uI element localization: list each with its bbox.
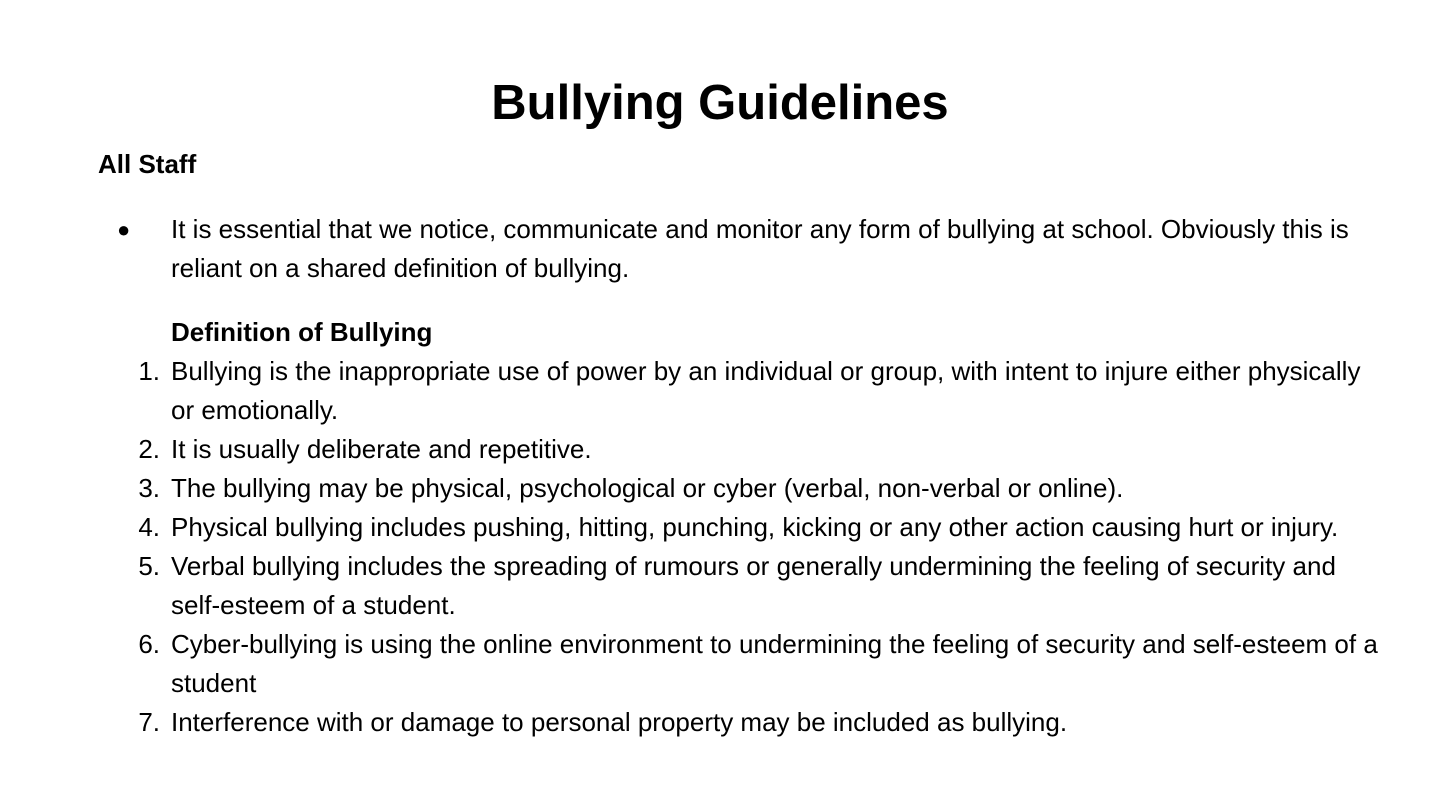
definition-item: [0, 352, 1440, 430]
definition-item-text: Verbal bullying includes the spreading of rumours or generally undermining the feeling of security and self-esteem of a student.: [171, 551, 1336, 620]
definition-item-number: 5.: [138, 551, 160, 581]
definition-item: [0, 508, 1440, 547]
page-title: Bullying Guidelines: [491, 76, 949, 130]
definition-item-text: The bullying may be physical, psychological or cyber (verbal, non-verbal or online).: [171, 473, 1124, 503]
definition-item-text: Physical bullying includes pushing, hitting, punching, kicking or any other action causing hurt or injury.: [171, 512, 1339, 542]
definition-item-text: Bullying is the inappropriate use of power by an individual or group, with intent to injure either physically or emotionally.: [171, 356, 1361, 425]
definition-item: [0, 430, 1440, 469]
definition-item: [0, 625, 1440, 703]
definition-item: [0, 703, 1440, 742]
bullet-item: [0, 210, 1440, 288]
definition-item-number: 1.: [138, 356, 160, 386]
section-heading-all-staff: All Staff: [98, 149, 197, 179]
definition-list: [0, 352, 1440, 742]
definition-item-number: 3.: [138, 473, 160, 503]
definition-item: [0, 547, 1440, 625]
definition-item-text: Interference with or damage to personal property may be included as bullying.: [171, 707, 1068, 737]
definition-item-number: 7.: [138, 707, 160, 737]
definition-item-text: Cyber-bullying is using the online environment to undermining the feeling of security and self-esteem of a student: [171, 629, 1378, 698]
definition-item-text: It is usually deliberate and repetitive.: [171, 434, 592, 464]
definition-item-number: 2.: [138, 434, 160, 464]
bullet-text: It is essential that we notice, communicate and monitor any form of bullying at school. Obviously this is reliant on a shared definition of bullying.: [171, 214, 1349, 283]
bullet-icon: ●: [117, 217, 131, 242]
definition-heading: Definition of Bullying: [171, 317, 433, 347]
definition-item-number: 6.: [138, 629, 160, 659]
definition-item-number: 4.: [138, 512, 160, 542]
bullet-list: [0, 210, 1440, 288]
definition-item: [0, 469, 1440, 508]
